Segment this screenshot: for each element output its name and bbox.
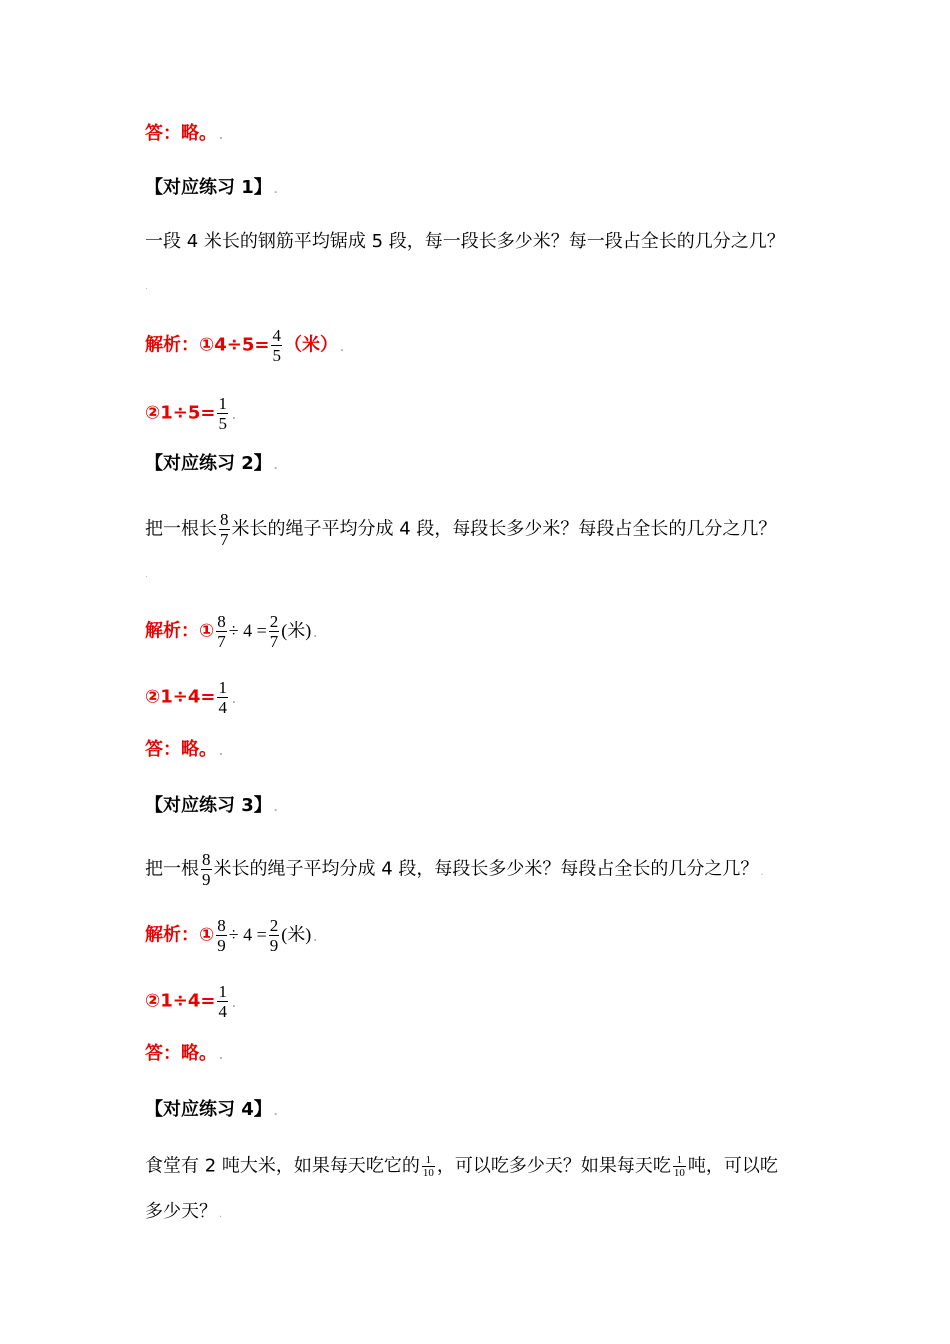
fraction: $\frac{1}{10}$ <box>673 1154 685 1179</box>
fraction: $\frac{2}{7}$ <box>269 612 279 651</box>
exercise-2-answer: 答：略。 . <box>145 739 223 760</box>
exercise-4-question-cont: 多少天？ . <box>145 1201 223 1222</box>
fraction: $\frac{1}{10}$ <box>422 1154 434 1179</box>
fraction: $\frac{8}{9}$ <box>202 850 211 889</box>
fraction: $\frac{4}{5}$ <box>272 326 281 365</box>
fraction: $\frac{8}{7}$ <box>220 510 229 549</box>
exercise-3-step-2: ②1÷4= $\frac{1}{4}$ . <box>145 982 236 1021</box>
exercise-2-question: 把一根长 $\frac{8}{7}$ 米长的绳子平均分成 4 段，每段长多少米？每段占全长的几分之几？ <box>145 510 777 549</box>
exercise-2-step-2: ②1÷4= $\frac{1}{4}$ . <box>145 678 236 717</box>
fraction: $\frac{1}{5}$ <box>218 394 227 433</box>
fraction: $\frac{2}{9}$ <box>269 916 279 955</box>
exercise-1-title: 【对应练习 1】 . <box>145 177 278 198</box>
exercise-3-title: 【对应练习 3】 . <box>145 795 278 816</box>
paragraph-mark: . <box>145 282 148 292</box>
exercise-1-step-1: 解析：①4÷5= $\frac{4}{5}$ （米） . <box>145 326 344 365</box>
exercise-3-step-1: 解析：① $\frac{8}{9}$ ÷ 4 = $\frac{2}{9}$ (米) . <box>145 916 318 955</box>
exercise-1-question: 一段 4 米长的钢筋平均锯成 5 段，每一段长多少米？每一段占全长的几分之几？ <box>145 231 785 252</box>
exercise-1-step-2: ②1÷5= $\frac{1}{5}$ . <box>145 394 236 433</box>
fraction: $\frac{8}{7}$ <box>217 612 226 651</box>
fraction: $\frac{1}{4}$ <box>218 678 227 717</box>
exercise-4-question: 食堂有 2 吨大米，如果每天吃它的 $\frac{1}{10}$ ，可以吃多少天？如果每天吃 $\frac{1}{10}$ 吨，可以吃 <box>145 1154 778 1179</box>
exercise-3-answer: 答：略。 . <box>145 1043 223 1064</box>
answer-line: 答：略。 . <box>145 123 223 144</box>
fraction: $\frac{1}{4}$ <box>218 982 227 1021</box>
exercise-2-step-1: 解析：① $\frac{8}{7}$ ÷ 4 = $\frac{2}{7}$ (米) . <box>145 612 318 651</box>
exercise-3-question: 把一根 $\frac{8}{9}$ 米长的绳子平均分成 4 段，每段长多少米？每段占全长的几分之几？ . <box>145 850 764 889</box>
fraction: $\frac{8}{9}$ <box>217 916 226 955</box>
paragraph-mark: . <box>145 570 148 580</box>
exercise-2-title: 【对应练习 2】 . <box>145 453 278 474</box>
exercise-4-title: 【对应练习 4】 . <box>145 1099 278 1120</box>
